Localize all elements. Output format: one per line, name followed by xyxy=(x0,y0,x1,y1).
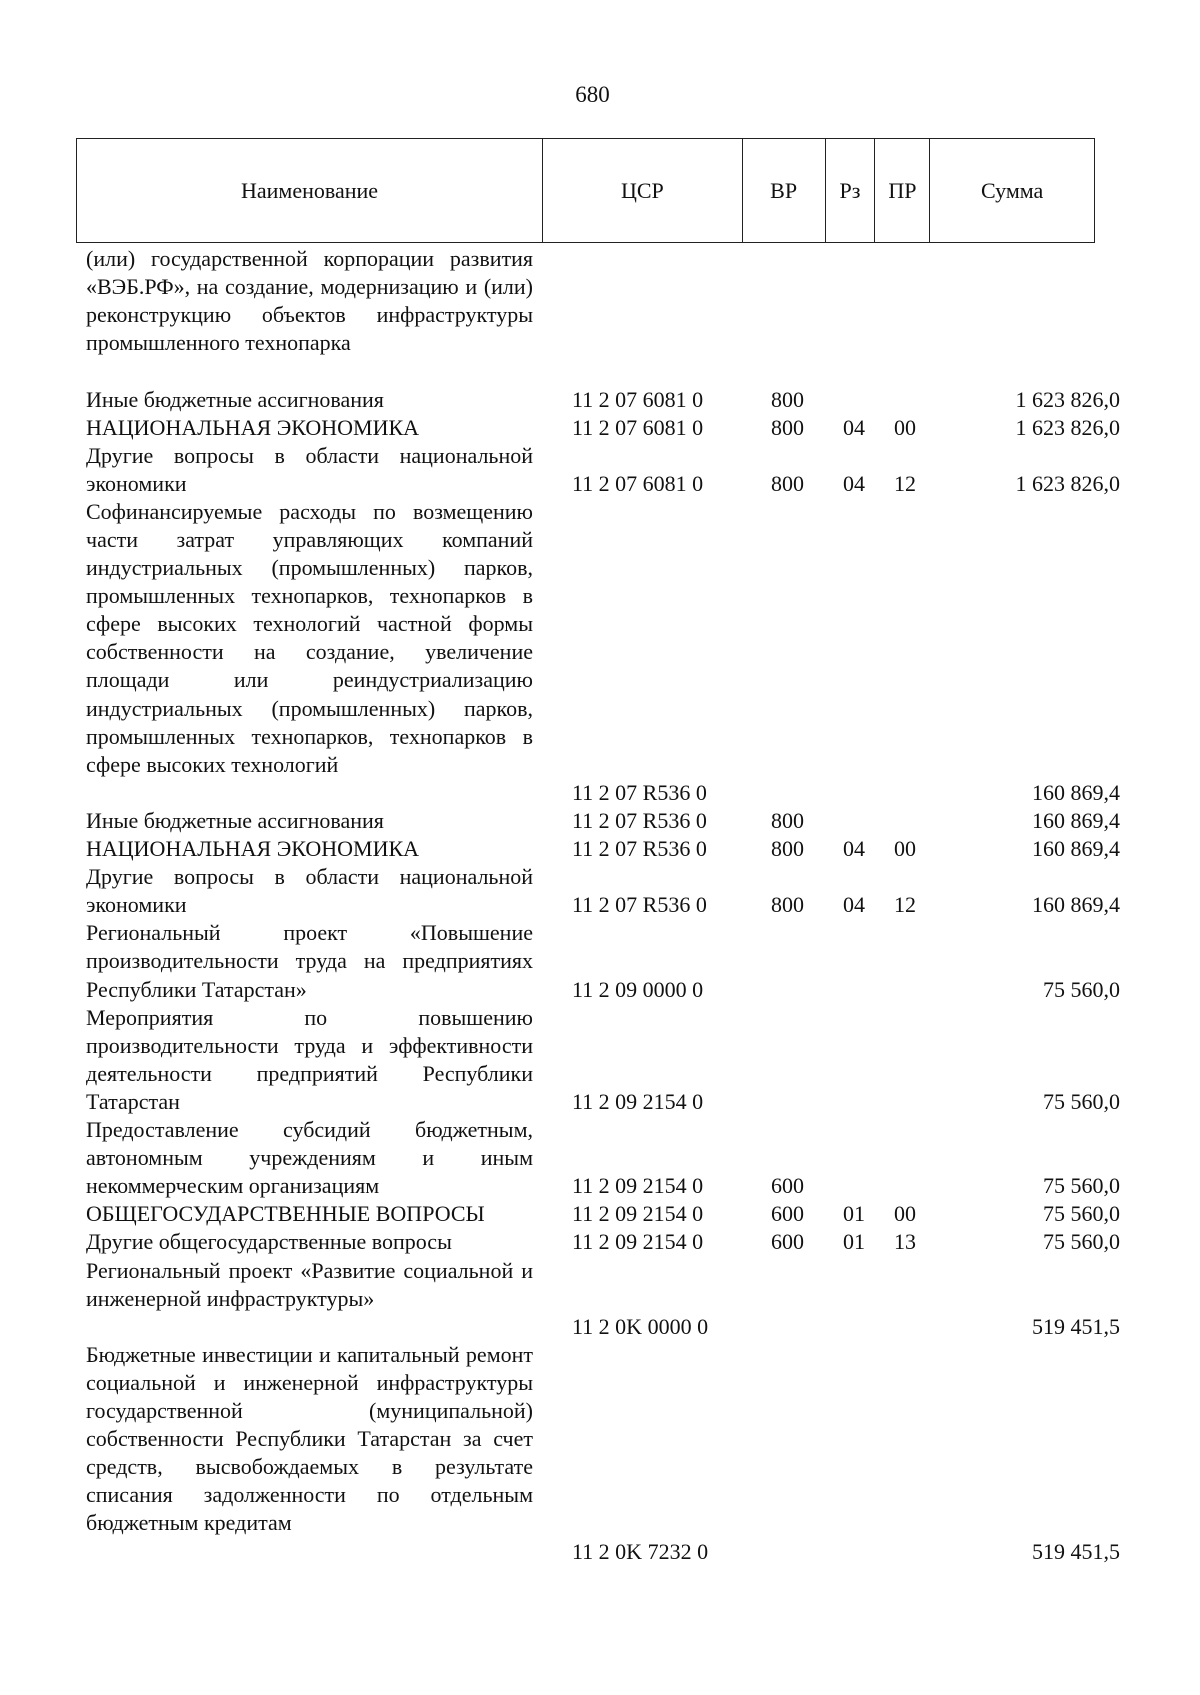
table-row xyxy=(0,442,1200,498)
row-sum: 75 560,0 xyxy=(1043,1229,1120,1255)
row-name: Другие вопросы в области национальной экономики xyxy=(86,442,533,496)
row-name: Бюджетные инвестиции и капитальный ремонт социальной и инженерной инфраструктуры государственной (муниципальной) собственности Республики Татарстан за счет средств, высвобождаемых в результате списания задолженности по отдельным бюджетным кредитам xyxy=(86,1341,533,1536)
row-vr: 800 xyxy=(771,414,804,440)
row-vr: 600 xyxy=(771,1173,804,1199)
table-row xyxy=(0,498,1200,807)
table-body xyxy=(0,245,1200,1566)
row-csr: 11 2 07 R536 0 xyxy=(572,807,707,833)
row-pr: 13 xyxy=(894,1229,916,1255)
row-csr: 11 2 09 2154 0 xyxy=(572,1201,704,1227)
row-csr: 11 2 07 6081 0 xyxy=(572,470,704,496)
row-vr: 800 xyxy=(771,807,804,833)
page-number: 680 xyxy=(575,82,610,107)
header-sum: Сумма xyxy=(981,177,1044,203)
row-sum: 519 451,5 xyxy=(1032,1313,1120,1339)
row-sum: 160 869,4 xyxy=(1032,892,1120,918)
table-header xyxy=(76,138,1095,243)
row-name: Иные бюджетные ассигнования xyxy=(86,386,384,412)
table-row xyxy=(0,863,1200,919)
table-row xyxy=(0,1341,1200,1566)
row-pr: 00 xyxy=(894,836,916,862)
row-name: Мероприятия по повышению производительности труда и эффективности деятельности предприятий Республики Татарстан xyxy=(86,1004,533,1114)
table-row xyxy=(0,1004,1200,1116)
table-row xyxy=(0,1200,1200,1228)
row-sum: 1 623 826,0 xyxy=(1015,414,1120,440)
header-vr: ВР xyxy=(743,139,826,242)
row-csr: 11 2 09 2154 0 xyxy=(572,1173,704,1199)
table-row xyxy=(0,245,1200,386)
row-csr: 11 2 09 0000 0 xyxy=(572,976,704,1002)
row-sum: 75 560,0 xyxy=(1043,1201,1120,1227)
row-name: Другие общегосударственные вопросы xyxy=(86,1229,452,1255)
row-name: Другие вопросы в области национальной экономики xyxy=(86,864,533,918)
row-sum: 75 560,0 xyxy=(1043,976,1120,1002)
row-csr: 11 2 07 R536 0 xyxy=(572,836,707,862)
row-vr: 600 xyxy=(771,1229,804,1255)
row-name: (или) государственной корпорации развития «ВЭБ.РФ», на создание, модернизацию и (или) реконструкцию объектов инфраструктуры промышленного технопарка xyxy=(86,246,533,356)
row-name: Предоставление субсидий бюджетным, автономным учреждениям и иным некоммерческим организациям xyxy=(86,1117,533,1199)
row-vr: 800 xyxy=(771,470,804,496)
row-rz: 01 xyxy=(843,1229,865,1255)
table-row xyxy=(0,919,1200,1003)
header-pr: ПР xyxy=(875,139,930,242)
row-rz: 04 xyxy=(843,892,865,918)
row-sum: 1 623 826,0 xyxy=(1015,470,1120,496)
row-sum: 160 869,4 xyxy=(1032,807,1120,833)
row-csr: 11 2 07 6081 0 xyxy=(572,386,704,412)
row-rz: 04 xyxy=(843,470,865,496)
row-rz: 04 xyxy=(843,836,865,862)
row-csr: 11 2 07 R536 0 xyxy=(572,892,707,918)
row-csr: 11 2 07 6081 0 xyxy=(572,414,704,440)
row-sum: 160 869,4 xyxy=(1032,836,1120,862)
row-sum: 519 451,5 xyxy=(1032,1538,1120,1564)
row-sum: 75 560,0 xyxy=(1043,1088,1120,1114)
row-csr: 11 2 0K 0000 0 xyxy=(572,1313,709,1339)
table-row xyxy=(0,414,1200,442)
row-vr: 600 xyxy=(771,1201,804,1227)
table-row xyxy=(0,386,1200,414)
row-pr: 12 xyxy=(894,892,916,918)
row-pr: 12 xyxy=(894,470,916,496)
row-csr: 11 2 09 2154 0 xyxy=(572,1088,704,1114)
row-vr: 800 xyxy=(771,386,804,412)
row-pr: 00 xyxy=(894,414,916,440)
row-name: Софинансируемые расходы по возмещению части затрат управляющих компаний индустриальных (промышленных) парков, промышленных технопарков, технопарков в сфере высоких технологий частной формы собственности на создание, увеличение площади или реиндустриализацию индустриальных (промышленных) парков, промышленных технопарков, технопарков в сфере высоких технологий xyxy=(86,498,533,777)
row-vr: 800 xyxy=(771,892,804,918)
header-csr: ЦСР xyxy=(543,139,743,242)
row-name: ОБЩЕГОСУДАРСТВЕННЫЕ ВОПРОСЫ xyxy=(86,1201,485,1227)
header-rz: Рз xyxy=(826,139,876,242)
row-sum: 1 623 826,0 xyxy=(1015,386,1120,412)
table-row xyxy=(0,1116,1200,1200)
row-name: Региональный проект «Повышение производительности труда на предприятиях Республики Татарстан» xyxy=(86,920,533,1002)
row-name: НАЦИОНАЛЬНАЯ ЭКОНОМИКА xyxy=(86,414,420,440)
row-rz: 04 xyxy=(843,414,865,440)
row-csr: 11 2 07 R536 0 xyxy=(572,779,707,805)
row-vr: 800 xyxy=(771,836,804,862)
row-name: Региональный проект «Развитие социальной и инженерной инфраструктуры» xyxy=(86,1257,533,1311)
row-pr: 00 xyxy=(894,1201,916,1227)
row-rz: 01 xyxy=(843,1201,865,1227)
row-sum: 160 869,4 xyxy=(1032,779,1120,805)
row-csr: 11 2 0K 7232 0 xyxy=(572,1538,709,1564)
row-name: НАЦИОНАЛЬНАЯ ЭКОНОМИКА xyxy=(86,836,420,862)
table-row xyxy=(0,807,1200,835)
table-row xyxy=(0,1228,1200,1256)
table-row xyxy=(0,1257,1200,1341)
table-row xyxy=(0,835,1200,863)
row-name: Иные бюджетные ассигнования xyxy=(86,807,384,833)
row-sum: 75 560,0 xyxy=(1043,1173,1120,1199)
row-csr: 11 2 09 2154 0 xyxy=(572,1229,704,1255)
header-name: Наименование xyxy=(77,139,543,242)
